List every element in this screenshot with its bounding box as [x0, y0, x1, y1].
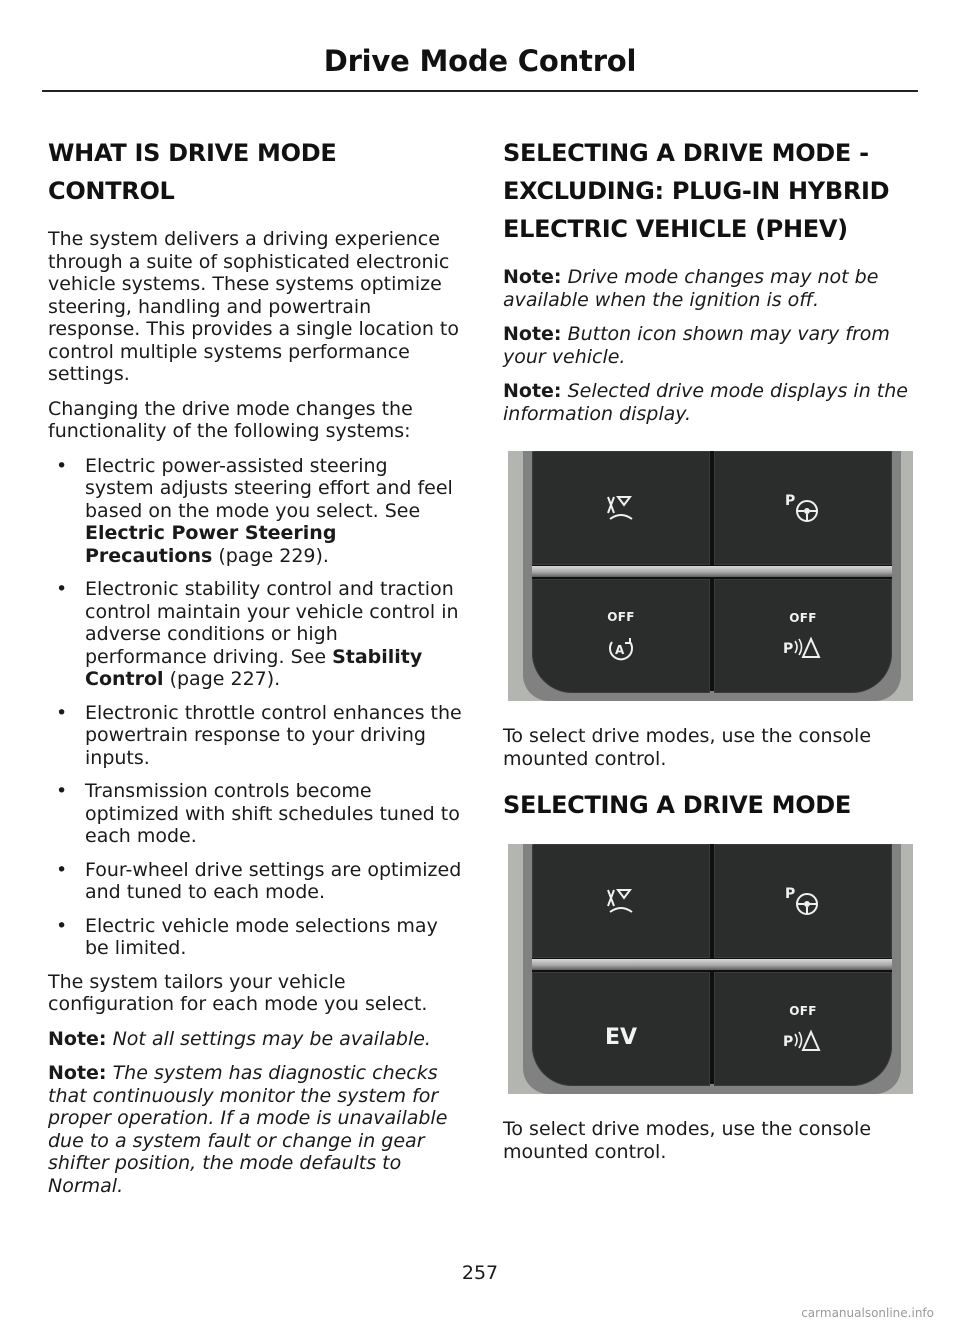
bullet: •: [56, 914, 68, 937]
page-number: 257: [461, 1262, 499, 1284]
auto-start-stop-button: [532, 579, 710, 693]
note-text: Drive mode changes may not be available when the ignition is off.: [503, 266, 879, 311]
note-text: Selected drive mode displays in the information display.: [503, 380, 908, 425]
bullet: •: [56, 780, 68, 802]
changing-paragraph: Changing the drive mode changes the functionality of the following systems:: [48, 397, 413, 442]
left-column: [48, 134, 462, 1209]
park-assist-button: [714, 451, 892, 565]
console-control-figure: [508, 451, 913, 701]
note: [503, 380, 915, 425]
bullet: •: [56, 578, 68, 600]
drive-mode-button: [532, 451, 710, 565]
note: [503, 323, 915, 368]
button-divider: [532, 566, 892, 577]
drive-mode-icon: [604, 886, 638, 916]
header-rule: [42, 90, 918, 92]
list-item-text: Electronic stability control and traction control maintain your vehicle control in adverse conditions or high performance driving. See: [85, 578, 459, 668]
drive-mode-icon: [604, 493, 638, 523]
note-label: Note:: [503, 323, 562, 345]
auto-start-stop-icon: [606, 634, 636, 662]
cross-reference-link[interactable]: Stability Control: [85, 645, 423, 690]
button-label: OFF: [789, 611, 817, 625]
parking-sensor-icon: [783, 635, 823, 661]
list-item: [48, 702, 462, 770]
svg-text:P: P: [783, 1034, 794, 1050]
intro-paragraph: The system delivers a driving experience through a suite of sophisticated electronic vehicle systems. These systems optimize steering, handling and powertrain response. This provides a single location to control multiple systems performance settings.: [48, 228, 460, 385]
note: [48, 1062, 462, 1197]
note-text: The system has diagnostic checks that continuously monitor the system for proper operation. If a mode is unavailable due to a system fault or change in gear shifter position, the mode defaults to Normal.: [48, 1062, 448, 1197]
parking-sensor-button: [714, 972, 892, 1086]
list-item: [48, 780, 462, 848]
page-reference: (page 227).: [163, 668, 281, 690]
figure-caption: To select drive modes, use the console mounted control.: [503, 725, 872, 770]
section-heading-selecting-excluding-phev: [503, 134, 915, 248]
tailors-paragraph: The system tailors your vehicle configuration for each mode you select.: [48, 970, 428, 1015]
bullet: •: [56, 454, 68, 477]
svg-text:P: P: [783, 641, 794, 657]
heading-line: EXCLUDING: PLUG-IN HYBRID: [503, 177, 890, 205]
parking-sensor-icon: [783, 1028, 823, 1054]
list-item-text: Electric vehicle mode selections may be limited.: [85, 914, 438, 959]
right-column: [503, 134, 915, 1175]
list-item: [48, 859, 462, 904]
ev-mode-button: [532, 972, 710, 1086]
list-item: [48, 455, 462, 568]
drive-mode-button: [532, 844, 710, 958]
note: [503, 266, 915, 311]
bullet: •: [56, 701, 68, 724]
section-heading-what-is: [48, 134, 462, 210]
list-item-text: Electronic throttle control enhances the powertrain response to your driving inputs.: [85, 701, 462, 769]
note: [48, 1028, 462, 1051]
console-control-figure-ev: [508, 844, 913, 1094]
cross-reference-link[interactable]: Electric Power Steering Precautions: [85, 522, 337, 567]
svg-text:A: A: [615, 643, 625, 657]
button-pad: [532, 451, 892, 691]
note-label: Note:: [503, 266, 562, 288]
park-assist-button: [714, 844, 892, 958]
parking-sensor-button: [714, 579, 892, 693]
note-text: Not all settings may be available.: [112, 1027, 431, 1050]
heading-line: SELECTING A DRIVE MODE -: [503, 139, 869, 167]
watermark: carmanualsonline.info: [801, 1306, 934, 1320]
note-label: Note:: [48, 1027, 107, 1050]
page-reference: (page 229).: [212, 544, 329, 567]
park-assist-icon: [783, 884, 823, 918]
list-item: [48, 578, 462, 691]
note-label: Note:: [503, 380, 562, 402]
list-item-text: Electric power-assisted steering system adjusts steering effort and feel based on the mode you select. See: [85, 454, 453, 522]
button-divider: [532, 959, 892, 970]
park-assist-icon: [783, 491, 823, 525]
list-item: [48, 915, 462, 960]
bullet: •: [56, 858, 68, 881]
svg-text:P: P: [785, 493, 796, 509]
page-title: Drive Mode Control: [323, 44, 637, 78]
figure-caption: To select drive modes, use the console mounted control.: [503, 1118, 872, 1163]
note-label: Note:: [48, 1062, 107, 1084]
list-item-text: Transmission controls become optimized with shift schedules tuned to each mode.: [85, 780, 460, 847]
heading-line: ELECTRIC VEHICLE (PHEV): [503, 215, 848, 243]
heading-line: WHAT IS DRIVE MODE: [48, 139, 337, 167]
section-heading-selecting: SELECTING A DRIVE MODE: [503, 791, 852, 819]
button-label: OFF: [607, 610, 635, 624]
button-label: EV: [604, 1024, 638, 1050]
svg-text:P: P: [785, 886, 796, 902]
list-item-text: Four-wheel drive settings are optimized and tuned to each mode.: [85, 858, 462, 903]
heading-line: CONTROL: [48, 177, 175, 205]
button-label: OFF: [789, 1004, 817, 1018]
note-text: Button icon shown may vary from your vehicle.: [503, 323, 890, 368]
button-pad: [532, 844, 892, 1084]
systems-list: [48, 455, 462, 960]
